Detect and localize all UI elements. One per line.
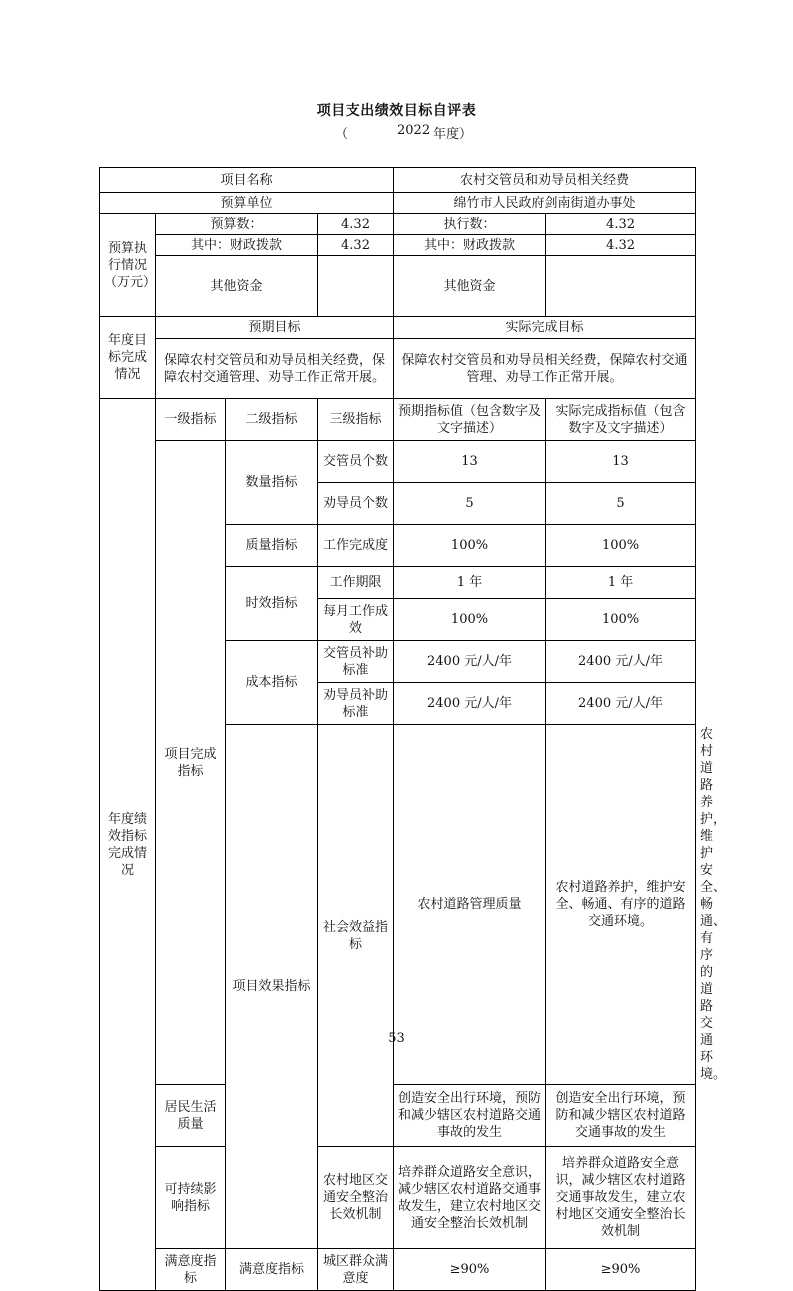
actual-value: 1 年 <box>546 567 696 599</box>
project-name-row <box>100 168 696 193</box>
goal-expected-text: 保障农村交管员和劝导员相关经费，保障农村交通管理、劝导工作正常开展。 <box>156 339 394 399</box>
actual-value: ≥90% <box>546 1249 696 1291</box>
expected-value: 5 <box>394 483 546 525</box>
actual-value: 2400 元/人/年 <box>546 641 696 683</box>
level2-header: 二级指标 <box>226 399 318 441</box>
goal-actual-text: 保障农村交管员和劝导员相关经费，保障农村交通管理、劝导工作正常开展。 <box>394 339 696 399</box>
expected-value: 1 年 <box>394 567 546 599</box>
other-funds-row <box>100 256 696 317</box>
quantity-indicator-label: 数量指标 <box>226 441 318 525</box>
expected-value: 2400 元/人/年 <box>394 641 546 683</box>
goal-section-label: 年度目标完成情况 <box>100 317 156 399</box>
expected-value: 创造安全出行环境，预防和减少辖区农村道路交通事故的发生 <box>394 1085 546 1147</box>
fiscal-budget-value: 4.32 <box>318 235 394 256</box>
other-budget-value <box>318 256 394 317</box>
level3-name: 交管员个数 <box>318 441 394 483</box>
social-indicator-label: 社会效益指标 <box>318 725 394 1147</box>
actual-value: 100% <box>546 525 696 567</box>
expected-value: ≥90% <box>394 1249 546 1291</box>
actual-value: 100% <box>546 599 696 641</box>
actual-value: 培养群众道路安全意识，减少辖区农村道路交通事故发生，建立农村地区交通安全整治长效机制 <box>546 1147 696 1249</box>
table-row <box>100 1147 696 1249</box>
table-row: 项目效果指标 社会效益指标 农村道路管理质量 农村道路养护，维护安全、畅通、有序的道路交通环境。 农村道路养护，维护安全、畅通、有序的道路交通环境。 <box>100 725 696 1085</box>
indicator-header-row <box>100 399 696 441</box>
budget-unit-row <box>100 193 696 214</box>
level3-name: 城区群众满意度 <box>318 1249 394 1291</box>
fiscal-exec-value: 4.32 <box>546 235 696 256</box>
page-title: 项目支出绩效目标自评表 <box>316 103 477 119</box>
other-budget-label: 其他资金 <box>156 256 318 317</box>
goal-header-row <box>100 317 696 339</box>
indicator-section-label: 年度绩效指标完成情况 <box>100 399 156 1291</box>
level3-name: 农村地区交通安全整治长效机制 <box>318 1147 394 1249</box>
expected-header: 预期指标值（包含数字及文字描述） <box>394 399 546 441</box>
level1-header: 一级指标 <box>156 399 226 441</box>
fiscal-exec-label: 其中：财政拨款 <box>394 235 546 256</box>
expected-value: 13 <box>394 441 546 483</box>
level3-name: 工作期限 <box>318 567 394 599</box>
year-suffix: 年度） <box>433 127 473 142</box>
fiscal-row <box>100 235 696 256</box>
budget-amount-label: 预算数： <box>156 214 318 235</box>
expected-value: 2400 元/人/年 <box>394 683 546 725</box>
actual-value: 创造安全出行环境，预防和减少辖区农村道路交通事故的发生 <box>546 1085 696 1147</box>
effect-indicator-label: 项目效果指标 <box>226 725 318 1249</box>
budget-row <box>100 214 696 235</box>
performance-table <box>99 167 727 1291</box>
expected-value: 培养群众道路安全意识，减少辖区农村道路交通事故发生，建立农村地区交通安全整治长效机制 <box>394 1147 546 1249</box>
quality-indicator-label: 质量指标 <box>226 525 318 567</box>
completion-indicator-label: 项目完成指标 <box>156 441 226 1085</box>
table-row <box>100 1249 696 1291</box>
goal-text-row <box>100 339 696 399</box>
budget-amount-value: 4.32 <box>318 214 394 235</box>
table-row <box>100 1085 696 1147</box>
other-exec-value <box>546 256 696 317</box>
satisfaction-level1-label: 满意度指标 <box>156 1249 226 1291</box>
exec-amount-value: 4.32 <box>546 214 696 235</box>
exec-amount-label: 执行数： <box>394 214 546 235</box>
level3-name: 工作完成度 <box>318 525 394 567</box>
timeliness-indicator-label: 时效指标 <box>226 567 318 641</box>
year-open-paren: （ <box>335 127 349 142</box>
other-exec-label: 其他资金 <box>394 256 546 317</box>
fiscal-year: 2022 <box>397 123 431 138</box>
project-name-label: 项目名称 <box>100 168 394 193</box>
fiscal-budget-label: 其中：财政拨款 <box>156 235 318 256</box>
satisfaction-level2-label: 满意度指标 <box>226 1249 318 1291</box>
level3-header: 三级指标 <box>318 399 394 441</box>
level3-name: 农村道路管理质量 <box>394 725 546 1085</box>
actual-value: 13 <box>546 441 696 483</box>
budget-unit-value: 绵竹市人民政府剑南街道办事处 <box>394 193 696 214</box>
goal-actual-header: 实际完成目标 <box>394 317 696 339</box>
actual-value: 2400 元/人/年 <box>546 683 696 725</box>
actual-value: 5 <box>546 483 696 525</box>
level3-name: 交管员补助标准 <box>318 641 394 683</box>
project-name-value: 农村交管员和劝导员相关经费 <box>394 168 696 193</box>
actual-header: 实际完成指标值（包含数字及文字描述） <box>546 399 696 441</box>
level3-name: 劝导员个数 <box>318 483 394 525</box>
expected-value: 100% <box>394 525 546 567</box>
expected-value: 农村道路养护，维护安全、畅通、有序的道路交通环境。 <box>546 725 696 1085</box>
page-number: 53 <box>388 1031 405 1046</box>
expected-value: 100% <box>394 599 546 641</box>
table-row <box>100 441 696 483</box>
cost-indicator-label: 成本指标 <box>226 641 318 725</box>
level3-name: 每月工作成效 <box>318 599 394 641</box>
goal-expected-header: 预期目标 <box>156 317 394 339</box>
budget-unit-label: 预算单位 <box>100 193 394 214</box>
level3-name: 劝导员补助标准 <box>318 683 394 725</box>
sustainable-indicator-label: 可持续影响指标 <box>156 1147 226 1249</box>
budget-section-label: 预算执行情况（万元） <box>100 214 156 317</box>
level3-name: 居民生活质量 <box>156 1085 226 1147</box>
